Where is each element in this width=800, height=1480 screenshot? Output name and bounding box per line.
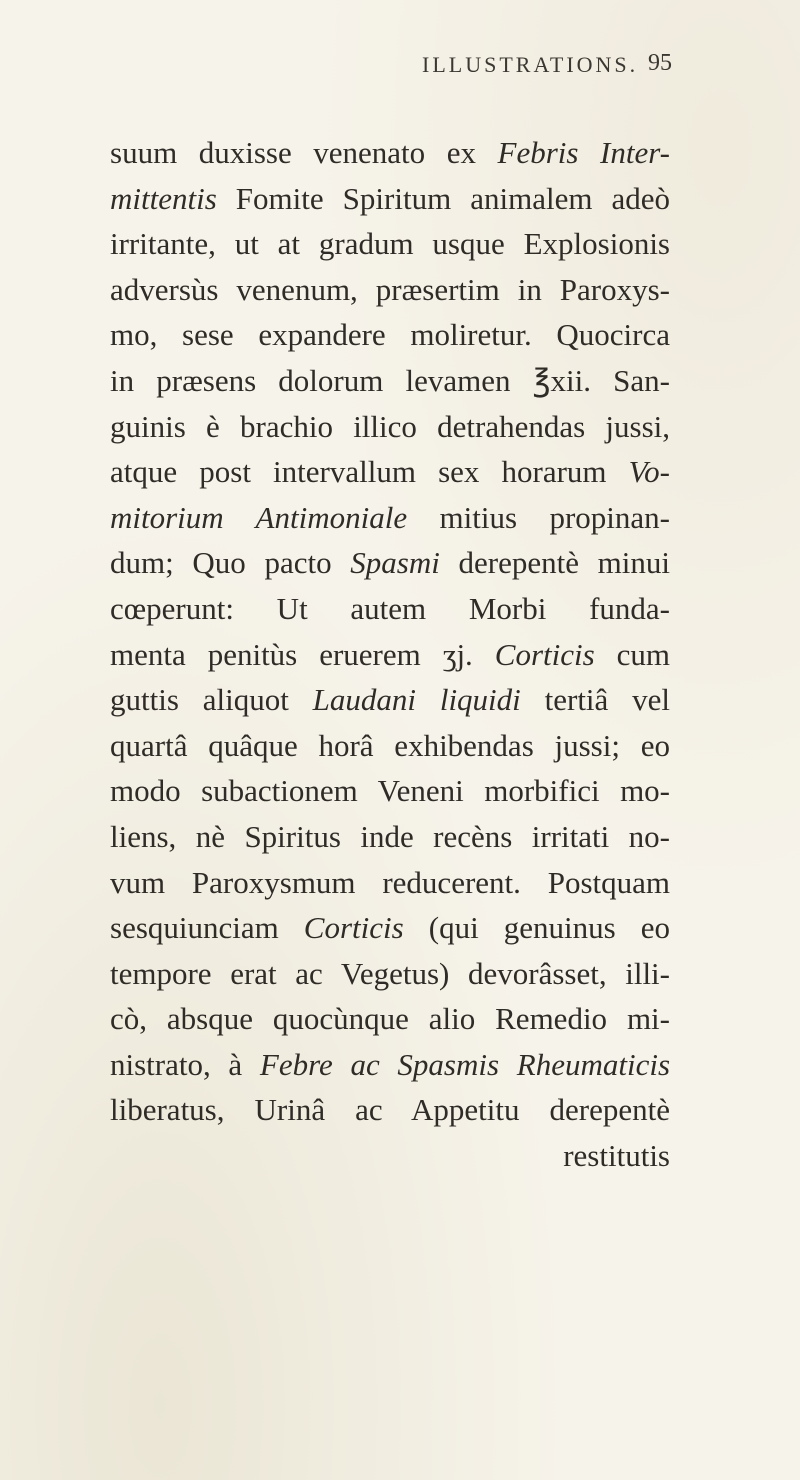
italic-text: Spasmi (350, 545, 440, 581)
text-line (110, 1087, 670, 1133)
text-segment: mo, sese expandere moliretur. Quocirca (110, 317, 670, 353)
page-number: 95 (648, 50, 672, 76)
text-segment: cum (594, 636, 670, 672)
text-line (110, 1133, 670, 1179)
text-line (110, 1042, 670, 1088)
text-segment: atque post intervallum sex horarum (110, 454, 629, 490)
text-line (110, 312, 670, 358)
page-header (0, 52, 800, 92)
text-segment: sesquiunciam (110, 910, 304, 946)
text-line (110, 449, 670, 495)
text-segment: nistrato, à (110, 1046, 260, 1082)
text-line (110, 768, 670, 814)
text-line (110, 540, 670, 586)
text-segment: (qui genuinus eo (403, 910, 670, 946)
text-segment: guttis aliquot (110, 682, 313, 718)
text-line (110, 130, 670, 176)
text-segment: menta penitùs eruerem ʒj. (110, 636, 495, 672)
text-segment: irritante, ut at gradum usque Explosionis (110, 226, 670, 262)
body-text (110, 130, 670, 1179)
text-line (110, 586, 670, 632)
text-segment: guinis è brachio illico detrahendas jussi, (110, 408, 670, 444)
text-segment: modo subactionem Veneni morbifici mo- (110, 773, 670, 809)
italic-text: Vo- (628, 454, 670, 490)
text-line (110, 905, 670, 951)
text-segment: suum duxisse venenato ex (110, 135, 498, 170)
italic-text: Febre ac Spasmis Rheumaticis (259, 1046, 671, 1082)
text-segment: liens, nè Spiritus inde recèns irritati no- (110, 818, 670, 854)
text-segment: derepentè minui (439, 545, 670, 581)
text-segment: Fomite Spiritum animalem adeò (216, 180, 670, 216)
text-segment: restitutis (563, 1138, 670, 1174)
text-segment: tertiâ vel (520, 682, 670, 718)
text-segment: vum Paroxysmum reducerent. Postquam (110, 864, 670, 900)
text-segment: dum; Quo pacto (110, 545, 351, 581)
italic-text: mittentis (110, 180, 217, 216)
text-line (110, 404, 670, 450)
text-segment: quartâ quâque horâ exhibendas jussi; eo (110, 727, 670, 763)
italic-text: mitorium Antimoniale (110, 499, 408, 535)
text-segment: liberatus, Urinâ ac Appetitu derepentè (110, 1092, 670, 1128)
text-line (110, 176, 670, 222)
text-line (110, 358, 670, 404)
text-line (110, 951, 670, 997)
running-title: ILLUSTRATIONS. (422, 52, 639, 77)
text-segment: cœperunt: Ut autem Morbi funda- (110, 590, 670, 626)
text-segment: adversùs venenum, præsertim in Paroxys- (110, 271, 670, 307)
text-line (110, 677, 670, 723)
text-line (110, 860, 670, 906)
text-line (110, 814, 670, 860)
italic-text: Laudani liquidi (312, 682, 521, 718)
text-line (110, 632, 670, 678)
text-line (110, 221, 670, 267)
text-segment: in præsens dolorum levamen ℥xii. San- (110, 362, 670, 398)
italic-text: Febris Inter- (497, 135, 670, 170)
italic-text: Corticis (303, 910, 404, 946)
text-line (110, 267, 670, 313)
text-line (110, 723, 670, 769)
italic-text: Corticis (494, 636, 595, 672)
text-segment: cò, absque quocùnque alio Remedio mi- (110, 1001, 670, 1037)
text-line (110, 996, 670, 1042)
text-segment: tempore erat ac Vegetus) devorâsset, illi- (110, 955, 670, 991)
text-line (110, 495, 670, 541)
text-segment: mitius propinan- (407, 499, 670, 535)
